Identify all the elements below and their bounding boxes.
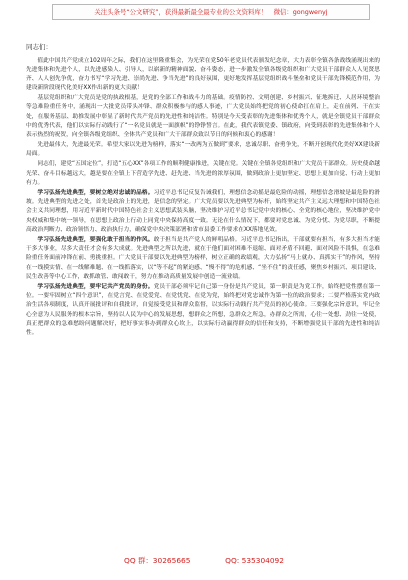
paragraph [26, 160, 380, 188]
paragraph [26, 189, 380, 235]
paragraph-text: 先进最伟大，先进最光荣。希望大家以先进为榜样，落实“一改两为五做到”要求，忠诚尽职、奋勇争先，不断开创现代化美好XX建设新局面。 [26, 142, 380, 158]
paragraph-lead: 学习弘扬先进典型，要牢记共产党员的身份。 [37, 283, 154, 290]
paragraph-lead: 学习弘扬先进典型，要强化敢于担当的作风。 [37, 236, 154, 243]
paragraph [26, 94, 380, 140]
speech-body [26, 43, 380, 339]
paragraph-text: 习近平总书记反复告诫我们，理想信念动摇是最危险的动摇，理想信念滑坡是最危险的滑坡。先进典型的先进之处，首先是政治上的先进，是信念的坚定。广大党员要以先进典型为标杆，始终坚定共产主义远大理想和中国特色社会主义共同理想，用习近平新时代中国特色社会主义思想武装头脑，坚决维护习近平总书记党中央的核心、全党的核心地位，坚决维护党中央权威和集中统一领导，在思想上政治上行动上同党中央保持高度一致。无论在什么情况下，都要对党忠诚、为党分忧、为党尽职，不断提高政治判断力、政治领悟力、政治执行力，确保党中央决策部署和省市县委工作要求在XX落地见效。 [26, 189, 381, 233]
promo-banner: 关注头条号“公文研究”，获得最新最全最专业的公文资料库！ 微信：gongwenyj [52, 4, 370, 20]
paragraph [26, 57, 380, 94]
paragraph-text: 党员干部必须牢记自己第一身份是共产党员，第一职责是为党工作，始终把党性摆在第一位。一要牢固树立“四个意识”，在党言党、在党爱党、在党忧党、在党为党，始终把对党忠诚作为第一位的政治要求；二要严格落实党内政治生活各项制度，认真开展批评和自我批评，自觉接受党员和群众监督，以实际行动践行共产党员的初心使命。三要强化宗旨意识，牢记全心全意为人民服务的根本宗旨，坚持以人民为中心的发展思想，想群众之所想，急群众之所急，办群众之所需，心往一处想、劲往一处使，真正把群众的急难愁盼问题解决好，把好事实事办到群众心坎上，以实际行动赢得群众的信任和支持，不断增强党员干部的先进性和纯洁性。 [26, 283, 381, 337]
paragraph-list [26, 57, 380, 339]
paragraph [26, 236, 380, 282]
paragraph-text: 同志们，建党“五国定位”，打造“五心XX”各项工作的顺利健康推进，关键在党。关键在全镇各党组织和广大党员干部群众。历史使命越光荣、奋斗目标越远大，越是要在全镇上下营造学先进、赶先进、当先进的浓厚氛围，做到政治上更加坚定、思想上更加自觉、行动上更加有力。 [26, 161, 380, 186]
paragraph-lead: 学习弘扬先进典型，要树立绝对忠诚的品格。 [37, 189, 154, 196]
qq-group: QQ 群：30265665 [124, 556, 191, 565]
salutation: 同志们： [26, 43, 52, 51]
paragraph-text: 敢于担当是共产党人的鲜明品格。习近平总书记指出，干部就要有担当，有多大担当才能干多大事业，尽多大责任才会有多大成就。先进典型之所以先进，就在于他们面对困难不退缩、面对矛盾不回避、面对风险不畏惧，在急难险重任务面前冲锋在前、勇挑重担。广大党员干部要以先进典型为榜样，树立正确的政绩观，大力弘扬“马上就办、真抓实干”的作风，坚持在一线摸实情、在一线解难题、在一线抓落实，以“等不起”的紧迫感、“慢不得”的危机感、“坐不住”的责任感，聚焦乡村振兴、项目建设、民生改善等中心工作，敢抓敢管、敢闯敢干，努力在推动高质量发展中创造一流业绩。 [26, 236, 381, 280]
qq-personal: QQ: 535304092 [225, 556, 284, 565]
contact-footer [0, 555, 408, 566]
paragraph-text: 值此中国共产党成立102周年之际，我们在这里隆重集会，为光荣在党50年老党员代表颁发纪念章，大力表彰全镇各条战线涌现出来的先进集体和先进个人，以先进感染人、引导人，以崭新的精神面貌、奋斗姿态，进一步激发全镇各级党组织和广大党员干部群众人人见贤思齐、人人创先争优，奋力书写“学习先进、崇尚先进、争当先进”的良好氛围，更好地发挥基层党组织战斗堡垒和党员干部先锋模范作用，为建设新阶段现代化美好XX作出新的更大贡献！ [26, 57, 380, 92]
paragraph [26, 283, 380, 339]
paragraph-text: 基层党组织和广大党员是党的执政根基，是党的全部工作和战斗力的基础。疫情防控、文明创建、乡村振兴、征地拆迁、人居环境整治等急难险重任务中，涌现出一大批党员带头冲锋、群众积极参与的感人事迹，广大党员始终把党的初心使命扛在肩上，走在前列、干在实处，在服务基层、助推发展中彰显了新时代共产党员的先进性和纯洁性。特别是今天受表彰的先进集体和优秀个人，就是全镇党员干部群众中的优秀代表，他们以实际行动践行了“一名党员就是一面旗帜”的铮铮誓言。在此，我代表镇党委、镇政府，向受到表彰的先进集体和个人表示热烈的祝贺，向全镇各级党组织、全体共产党员和广大干部群众致以节日的问候和衷心的感谢！ [26, 95, 380, 139]
paragraph [26, 141, 380, 160]
